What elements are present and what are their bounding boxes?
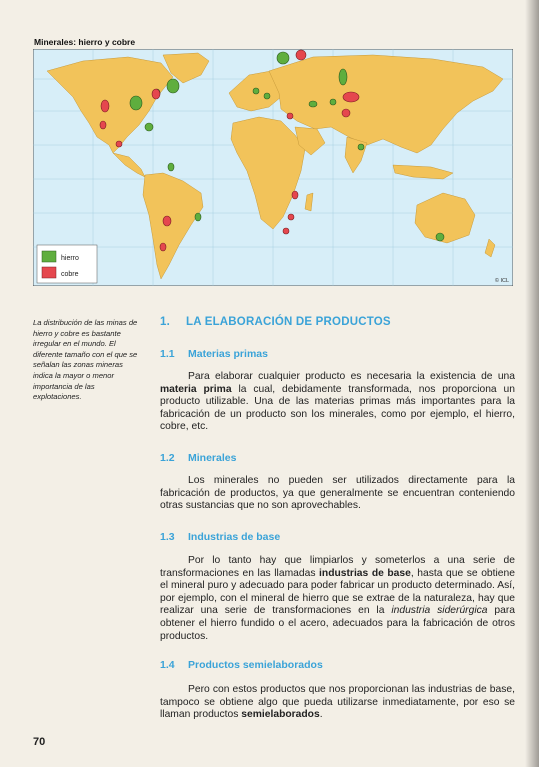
iron-deposit	[264, 93, 270, 99]
subsection-title: Productos semielaborados	[188, 659, 323, 671]
subsection-title: Industrias de base	[188, 531, 281, 543]
text-run: Los minerales no pueden ser utilizados directamente para la fabricación de productos, ya que generalmente se encuentran conteniendo otras sustancias que no son aprovechables.	[160, 475, 515, 512]
text-run: , hasta que se obtiene el mineral puro y adecuado para poder fabricar un producto determinado. Así, por ejemplo, con el mineral de hierro que se extrae de la naturaleza, hay que realizar una serie de transformaciones en la	[160, 567, 515, 617]
section-title: LA ELABORACIÓN DE PRODUCTOS	[186, 316, 391, 328]
map-title: Minerales: hierro y cobre	[34, 37, 136, 47]
bold-term: semielaborados	[241, 709, 320, 721]
map-caption: La distribución de las minas de hierro y cobre es bastante irregular en el mundo. El diferente tamaño con el que se señalan las zonas mineras indica la mayor o menor importancia de las explotaciones.	[33, 318, 138, 402]
page-number: 70	[33, 736, 46, 748]
text-run: Pero con estos productos que nos proporcionan las industrias de base, tampoco se obtiene algo que pueda utilizarse inmediatamente, por eso se llaman productos	[160, 684, 515, 721]
iron-deposit	[253, 88, 259, 94]
copper-deposit	[283, 228, 289, 234]
iron-deposit	[130, 96, 142, 110]
subsection-number: 1.2	[160, 452, 175, 464]
iron-deposit	[145, 123, 153, 131]
world-map	[33, 49, 513, 286]
copper-deposit	[152, 89, 160, 99]
italic-term: industria siderúrgica	[391, 605, 488, 617]
subsection-title: Materias primas	[188, 348, 268, 360]
copper-deposit	[163, 216, 171, 226]
legend-swatch-iron	[42, 251, 56, 262]
iron-deposit	[277, 52, 289, 64]
map-legend	[37, 245, 97, 283]
text-run: Por lo tanto hay que limpiarlos y someterlos a una serie de transformaciones en las llamadas	[160, 555, 515, 579]
subsection-heading-1-3	[160, 531, 280, 543]
iron-deposit	[167, 79, 179, 93]
paragraph-productos-semielaborados	[160, 684, 515, 722]
paragraph-materias-primas	[160, 371, 515, 434]
text-run: .	[319, 709, 323, 721]
map-credit: © ICL	[494, 278, 509, 284]
section-number: 1.	[160, 316, 170, 328]
iron-deposit	[330, 99, 336, 105]
subsection-number: 1.3	[160, 531, 175, 543]
text-run: Para elaborar cualquier producto es necesaria la existencia de una	[188, 371, 515, 382]
copper-deposit	[342, 109, 350, 117]
text-run: para obtener el hierro fundido o el acero, adecuados para la fabricación de otros productos.	[160, 605, 515, 642]
iron-deposit	[339, 69, 347, 85]
subsection-heading-1-4	[160, 659, 323, 671]
copper-deposit	[287, 113, 293, 119]
copper-deposit	[288, 214, 294, 220]
paragraph-industrias-de-base	[160, 555, 515, 643]
copper-deposit	[296, 50, 306, 60]
copper-deposit	[343, 92, 359, 102]
subsection-heading-1-2	[160, 452, 236, 464]
copper-deposit	[292, 191, 298, 199]
copper-deposit	[116, 141, 122, 147]
iron-deposit	[358, 144, 364, 150]
subsection-heading-1-1	[160, 348, 268, 360]
iron-deposit	[195, 213, 201, 221]
legend-label-iron: hierro	[61, 255, 79, 262]
bold-term: materia prima	[160, 383, 232, 395]
subsection-number: 1.4	[160, 659, 175, 671]
subsection-number: 1.1	[160, 348, 175, 360]
copper-deposit	[100, 121, 106, 129]
bold-term: industrias de base	[319, 567, 411, 579]
section-heading	[160, 316, 391, 328]
copper-deposit	[160, 243, 166, 251]
copper-deposit	[101, 100, 109, 112]
subsection-title: Minerales	[188, 452, 237, 464]
iron-deposit	[436, 233, 444, 241]
iron-deposit	[309, 101, 317, 107]
paragraph-minerales	[160, 475, 515, 513]
iron-deposit	[168, 163, 174, 171]
legend-label-copper: cobre	[61, 271, 79, 278]
legend-swatch-copper	[42, 267, 56, 278]
page-gutter-shadow	[525, 0, 539, 767]
text-run: la cual, debidamente transformada, nos proporciona un producto utilizable. Una de las materias primas más importantes para la fabricación de un producto son los minerales, como por ejemplo, el hierro, cobre, etc.	[160, 383, 515, 433]
